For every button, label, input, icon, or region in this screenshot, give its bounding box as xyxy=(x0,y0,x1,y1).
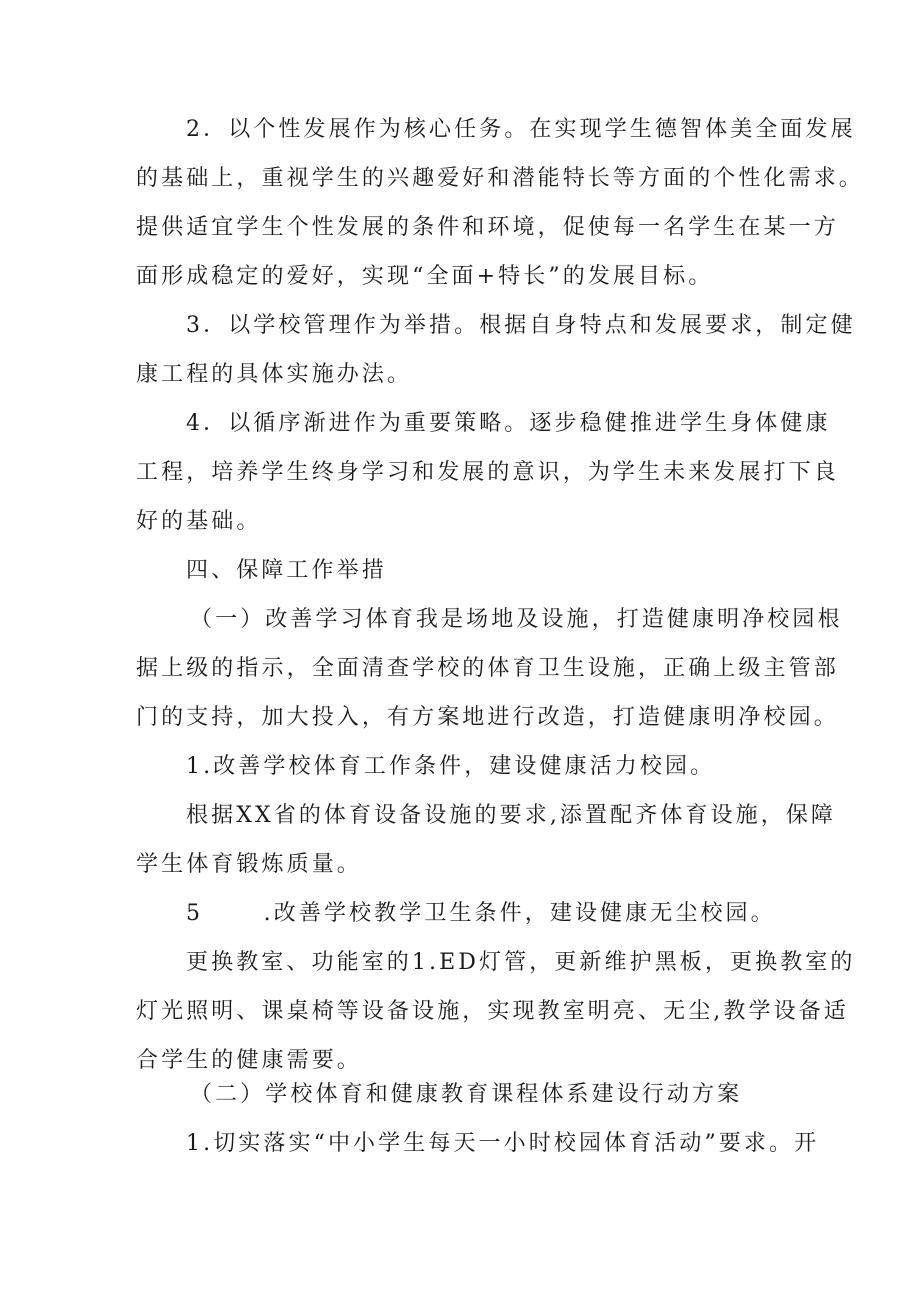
paragraph-line: 合学生的健康需要。 xyxy=(136,1048,362,1073)
paragraph-line: 的基础上，重视学生的兴趣爱好和潜能特长等方面的个性化需求。 xyxy=(136,166,864,191)
paragraph-line: 面形成稳定的爱好，实现“全面+特长”的发展目标。 xyxy=(136,264,714,289)
paragraph-line: 2．以个性发展作为核心任务。在实现学生德智体美全面发展 xyxy=(186,117,856,142)
paragraph-line: 门的支持，加大投入，有方案地进行改造，打造健康明净校园。 xyxy=(136,705,839,730)
paragraph-line: 1.切实落实“中小学生每天一小时校园体育活动”要求。开 xyxy=(186,1131,820,1156)
paragraph-line: 提供适宜学生个性发展的条件和环境，促使每一名学生在某一方 xyxy=(136,215,839,240)
paragraph-line: 1.改善学校体育工作条件，建设健康活力校园。 xyxy=(186,754,716,779)
paragraph-line: 5 .改善学校教学卫生条件，建设健康无尘校园。 xyxy=(186,901,776,926)
paragraph-line: 好的基础。 xyxy=(136,509,262,534)
paragraph-line: 灯光照明、课桌椅等设备设施，实现教室明亮、无尘,教学设备适 xyxy=(136,999,849,1024)
paragraph-line: 3．以学校管理作为举措。根据自身特点和发展要求，制定健 xyxy=(186,313,856,338)
section-heading: 四、保障工作举措 xyxy=(186,558,387,583)
paragraph-line: 学生体育锻炼质量。 xyxy=(136,852,362,877)
paragraph-line: 更换教室、功能室的1.ED灯管，更新维护黑板，更换教室的 xyxy=(186,950,856,975)
paragraph-line: （一）改善学习体育我是场地及设施，打造健康明净校园根 xyxy=(190,607,843,632)
paragraph-line: 康工程的具体实施办法。 xyxy=(136,362,413,387)
paragraph-line: 4．以循序渐进作为重要策略。逐步稳健推进学生身体健康 xyxy=(186,411,831,436)
subsection-heading: （二）学校体育和健康教育课程体系建设行动方案 xyxy=(190,1082,743,1107)
paragraph-line: 据上级的指示，全面清查学校的体育卫生设施，正确上级主管部 xyxy=(136,656,839,681)
paragraph-line: 工程，培养学生终身学习和发展的意识，为学生未来发展打下良 xyxy=(136,460,839,485)
paragraph-line: 根据XX省的体育设备设施的要求,添置配齐体育设施，保障 xyxy=(186,803,837,828)
